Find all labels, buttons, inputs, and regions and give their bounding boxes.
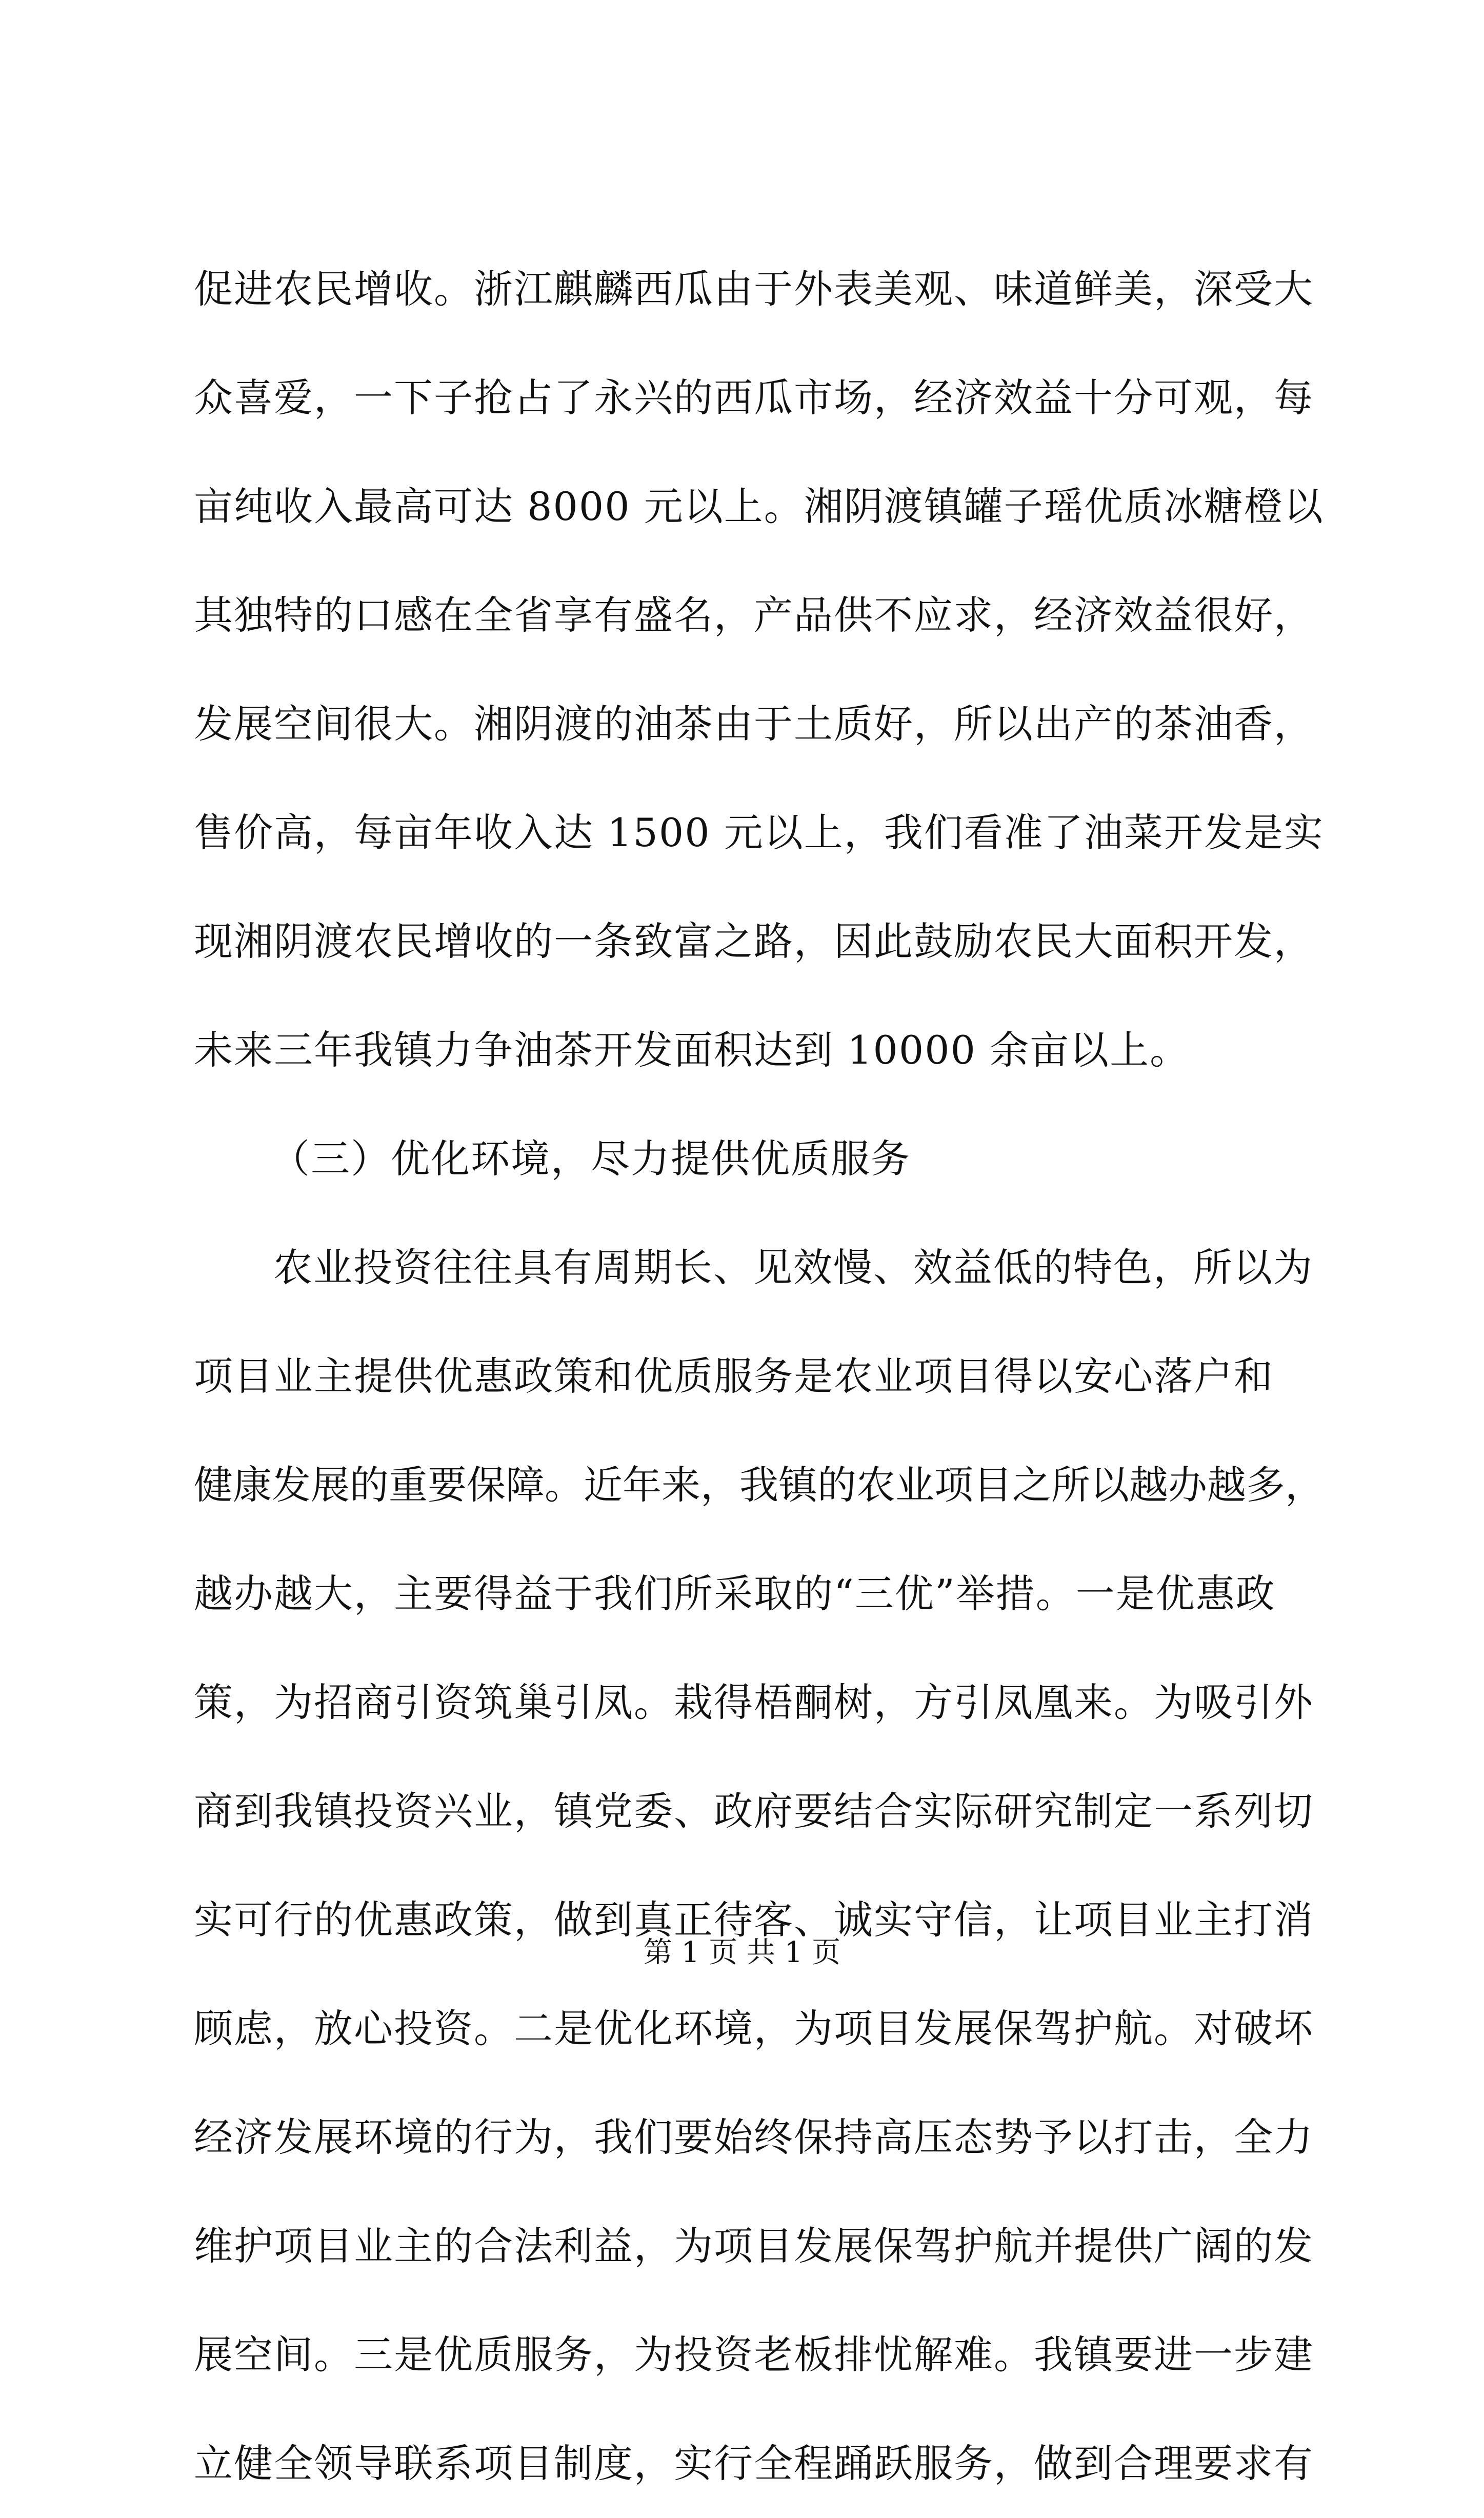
text-line: 维护项目业主的合法利益，为项目发展保驾护航并提供广阔的发 [194,2223,1314,2269]
text-line: 立健全领导联系项目制度，实行全程踊跃服务，做到合理要求有 [194,2441,1314,2486]
text-line: 顾虑，放心投资。二是优化环境，为项目发展保驾护航。对破坏 [194,2006,1314,2051]
text-line: 售价高，每亩年收入达 1500 元以上，我们看准了油菜开发是实 [194,810,1324,855]
text-line: 商到我镇投资兴业，镇党委、政府要结合实际研究制定一系列切 [194,1788,1314,1834]
text-line: 亩纯收入最高可达 8000 元以上。湘阴渡镇罐子瑶优质冰糖橙以 [194,484,1324,529]
text-line: 健康发展的重要保障。近年来，我镇的农业项目之所以越办越多， [194,1462,1324,1508]
text-line: 越办越大，主要得益于我们所采取的“三优”举措。一是优惠政 [194,1571,1276,1616]
text-line: 经济发展环境的行为，我们要始终保持高压态势予以打击，全力 [194,2114,1314,2160]
text-line: 发展空间很大。湘阴渡的油茶由于土质好，所以出产的茶油香， [194,701,1314,747]
text-line: 未来三年我镇力争油茶开发面积达到 10000 余亩以上。 [194,1027,1190,1073]
page-number-footer: 第 1 页 共 1 页 [643,1936,841,1969]
text-line: 项目业主提供优惠政策和优质服务是农业项目得以安心落户和 [194,1353,1274,1399]
paragraph-first-line: 农业投资往往具有周期长、见效慢、效益低的特色，所以为 [273,1245,1313,1290]
section-heading: （三）优化环境，尽力提供优质服务 [271,1136,911,1182]
text-line: 展空间。三是优质服务，为投资老板排忧解难。我镇要进一步建 [194,2332,1314,2377]
text-line: 众喜爱，一下子抢占了永兴的西瓜市场，经济效益十分可观，每 [194,375,1314,421]
text-line: 促进农民增收。浙江麒麟西瓜由于外表美观、味道鲜美，深受大 [194,266,1314,312]
text-line: 现湘阴渡农民增收的一条致富之路，因此鼓励农民大面积开发， [194,918,1314,964]
text-line: 策，为招商引资筑巢引凤。栽得梧酮树，方引凤凰来。为吸引外 [194,1680,1314,1725]
document-body [194,235,1324,2518]
text-line: 实可行的优惠政策，做到真正待客、诚实守信，让项目业主打消 [194,1897,1314,1943]
text-line: 其独特的口感在全省享有盛名，产品供不应求，经济效益很好， [194,592,1314,638]
